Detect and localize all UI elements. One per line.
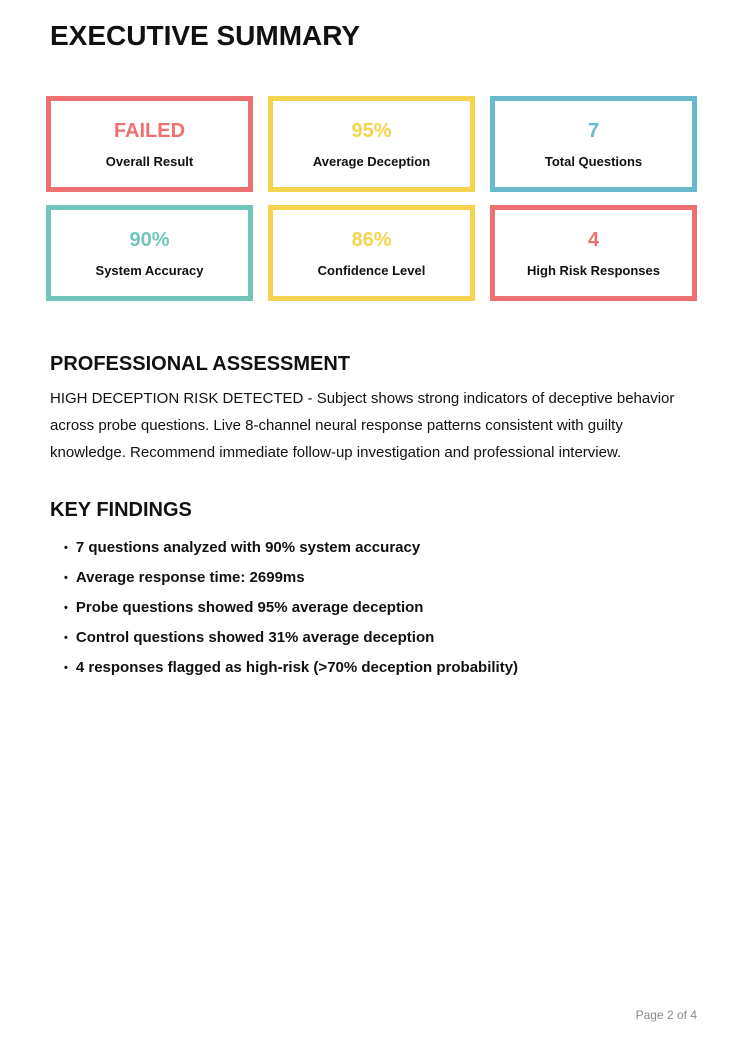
metric-card-system-accuracy: [46, 205, 253, 301]
metric-value: 7: [587, 119, 600, 142]
metric-value: 86%: [351, 228, 392, 251]
key-finding-item: • Average response time: 2699ms: [64, 570, 697, 586]
metric-label: Average Deception: [312, 153, 431, 169]
metric-card-overall-result: [46, 96, 253, 192]
page-number: Page 2 of 4: [635, 1008, 697, 1022]
metric-card-average-deception: [268, 96, 475, 192]
metric-label: Total Questions: [544, 153, 643, 169]
metric-card-confidence-level: [268, 205, 475, 301]
page-title: EXECUTIVE SUMMARY: [50, 20, 361, 51]
metric-value: 90%: [129, 228, 170, 251]
professional-assessment-section: [46, 352, 697, 466]
metric-card-total-questions: [490, 96, 697, 192]
metric-value: 95%: [351, 119, 392, 142]
metric-card-high-risk-responses: [490, 205, 697, 301]
metric-label: Overall Result: [105, 153, 194, 169]
metric-value: FAILED: [113, 119, 186, 142]
metric-label: System Accuracy: [95, 262, 204, 278]
assessment-heading: PROFESSIONAL ASSESSMENT: [50, 353, 351, 375]
metric-label: Confidence Level: [317, 262, 426, 278]
key-finding-item: • Probe questions showed 95% average deception: [64, 600, 697, 616]
assessment-body-text: HIGH DECEPTION RISK DETECTED - Subject shows strong indicators of deceptive behavior across probe questions. Live 8-channel neural response patterns consistent with guilty knowledge. Recommend immediate follow-up investigation and professional interview.: [50, 390, 675, 461]
metric-value: 4: [587, 228, 600, 251]
metric-label: High Risk Responses: [527, 262, 660, 278]
key-finding-item: • Control questions showed 31% average deception: [64, 630, 697, 646]
key-finding-item: • 7 questions analyzed with 90% system accuracy: [64, 540, 697, 556]
key-finding-item: • 4 responses flagged as high-risk (>70% deception probability): [64, 660, 697, 676]
key-findings-section: [46, 498, 697, 676]
key-findings-heading: KEY FINDINGS: [50, 499, 192, 521]
metric-cards-grid: [46, 96, 697, 301]
key-findings-list: [50, 540, 697, 676]
